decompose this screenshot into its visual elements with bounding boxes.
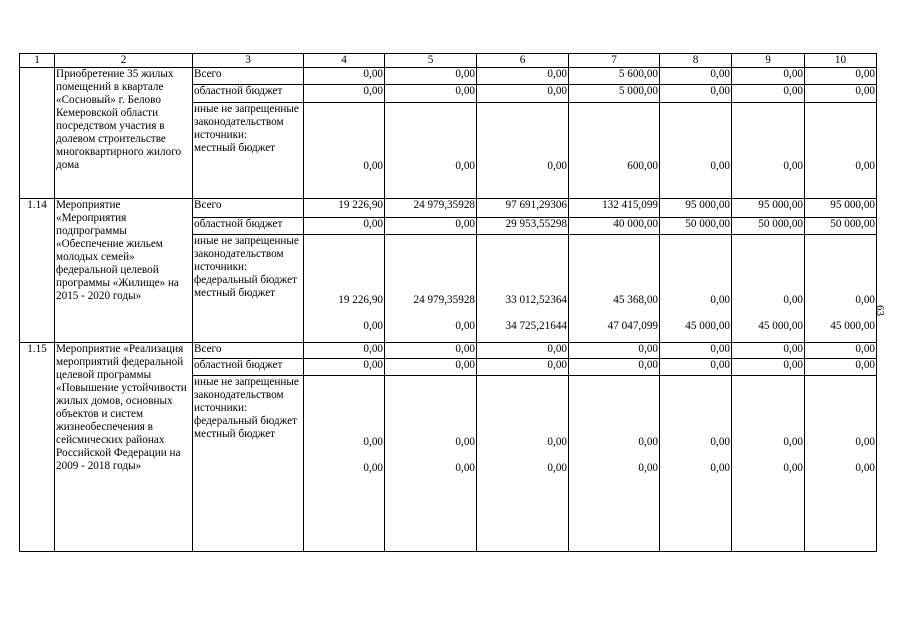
mest-value: 600,00 <box>627 160 658 172</box>
header-cell: 5 <box>385 54 477 68</box>
value-stack <box>304 235 385 343</box>
value-stack <box>477 376 569 552</box>
inye-label: иные не запрещенные законодательством источники: <box>194 103 299 141</box>
value-cell: 0,00 <box>805 359 877 376</box>
value-cell: 0,00 <box>477 85 569 103</box>
value-cell: 5 600,00 <box>569 68 660 85</box>
value-stack <box>805 235 877 343</box>
section-title: Мероприятие «Реализация мероприятий федеральной целевой программы «Повышение устойчивости жилых домов, основных объектов и систем жизнеобеспечения в сейсмических районах Российской Федерации на 2009 - 2018 годы» <box>55 343 193 552</box>
value-cell: 0,00 <box>385 359 477 376</box>
value-cell: 97 691,29306 <box>477 199 569 218</box>
mest-value: 0,00 <box>547 462 567 474</box>
value-cell: 0,00 <box>805 68 877 85</box>
value-cell: 95 000,00 <box>805 199 877 218</box>
value-stack <box>660 376 732 552</box>
mest-label: местный бюджет <box>194 287 276 299</box>
header-cell: 4 <box>304 54 385 68</box>
header-cell: 3 <box>193 54 304 68</box>
value-stack <box>304 376 385 552</box>
source-label: Всего <box>193 343 304 359</box>
header-row <box>20 54 877 68</box>
value-cell: 40 000,00 <box>569 218 660 235</box>
vsego-row <box>20 199 877 218</box>
mest-value: 0,00 <box>455 320 475 332</box>
fed-value: 0,00 <box>783 436 803 448</box>
section-number: 1.14 <box>20 199 55 343</box>
value-stack <box>805 103 877 199</box>
inye-label: иные не запрещенные законодательством источники: <box>194 235 299 273</box>
source-label: областной бюджет <box>193 218 304 235</box>
source-label: Всего <box>193 199 304 218</box>
fed-label: федеральный бюджет <box>194 415 297 427</box>
mest-value: 0,00 <box>638 462 658 474</box>
value-stack <box>732 103 805 199</box>
mest-value: 45 000,00 <box>685 320 730 332</box>
value-cell: 0,00 <box>569 343 660 359</box>
header-cell: 7 <box>569 54 660 68</box>
mest-label: местный бюджет <box>194 428 276 440</box>
value-cell: 0,00 <box>304 343 385 359</box>
header-cell: 1 <box>20 54 55 68</box>
value-cell: 24 979,35928 <box>385 199 477 218</box>
value-cell: 0,00 <box>660 343 732 359</box>
value-cell: 0,00 <box>477 68 569 85</box>
inye-label: иные не запрещенные законодательством источники: <box>194 376 299 414</box>
value-cell: 0,00 <box>805 85 877 103</box>
value-cell: 50 000,00 <box>732 218 805 235</box>
value-cell: 0,00 <box>732 68 805 85</box>
value-stack <box>660 103 732 199</box>
header-cell: 2 <box>55 54 193 68</box>
value-cell: 5 000,00 <box>569 85 660 103</box>
mest-value: 0,00 <box>455 462 475 474</box>
vsego-row <box>20 343 877 359</box>
value-cell: 0,00 <box>569 359 660 376</box>
section-title: Приобретение 35 жилых помещений в квартале «Сосновый» г. Белово Кемеровской области посредством участия в долевом строительстве многоквартирного жилого дома <box>55 68 193 199</box>
mest-value: 45 000,00 <box>758 320 803 332</box>
value-cell: 0,00 <box>805 343 877 359</box>
source-label: областной бюджет <box>193 359 304 376</box>
value-cell: 0,00 <box>304 218 385 235</box>
fed-value: 0,00 <box>855 294 875 306</box>
value-stack <box>569 103 660 199</box>
other-sources-cell <box>193 376 304 552</box>
value-cell: 50 000,00 <box>805 218 877 235</box>
mest-value: 0,00 <box>363 320 383 332</box>
value-cell: 0,00 <box>732 359 805 376</box>
mest-value: 34 725,21644 <box>505 320 567 332</box>
fed-value: 0,00 <box>710 294 730 306</box>
header-cell: 9 <box>732 54 805 68</box>
value-cell: 95 000,00 <box>660 199 732 218</box>
mest-value: 0,00 <box>855 462 875 474</box>
value-stack <box>385 235 477 343</box>
mest-value: 0,00 <box>710 462 730 474</box>
fed-value: 0,00 <box>455 436 475 448</box>
fed-label: федеральный бюджет <box>194 274 297 286</box>
value-cell: 0,00 <box>304 359 385 376</box>
value-stack <box>385 103 477 199</box>
source-label: областной бюджет <box>193 85 304 103</box>
fed-value: 19 226,90 <box>338 294 383 306</box>
section-title: Мероприятие «Мероприятия подпрограммы «Обеспечение жильем молодых семей» федеральной целевой программы «Жилище» на 2015 - 2020 годы» <box>55 199 193 343</box>
mest-value: 0,00 <box>363 462 383 474</box>
value-cell: 95 000,00 <box>732 199 805 218</box>
fed-value: 0,00 <box>638 436 658 448</box>
value-cell: 0,00 <box>660 68 732 85</box>
header-cell: 10 <box>805 54 877 68</box>
budget-table <box>19 53 877 552</box>
value-cell: 0,00 <box>385 218 477 235</box>
fed-value: 33 012,52364 <box>505 294 567 306</box>
mest-value: 0,00 <box>710 160 730 172</box>
value-cell: 29 953,55298 <box>477 218 569 235</box>
value-cell: 0,00 <box>385 85 477 103</box>
value-cell: 0,00 <box>304 85 385 103</box>
value-stack <box>732 376 805 552</box>
value-cell: 132 415,099 <box>569 199 660 218</box>
other-sources-cell <box>193 103 304 199</box>
source-label: Всего <box>193 68 304 85</box>
value-cell: 0,00 <box>477 343 569 359</box>
value-stack <box>569 235 660 343</box>
value-cell: 0,00 <box>304 68 385 85</box>
mest-value: 0,00 <box>783 160 803 172</box>
value-stack <box>732 235 805 343</box>
value-stack <box>477 235 569 343</box>
value-cell: 19 226,90 <box>304 199 385 218</box>
mest-value: 47 047,099 <box>607 320 658 332</box>
vsego-row <box>20 68 877 85</box>
value-cell: 0,00 <box>732 85 805 103</box>
value-cell: 0,00 <box>660 359 732 376</box>
fed-value: 24 979,35928 <box>413 294 475 306</box>
value-stack <box>569 376 660 552</box>
section-number <box>20 68 55 199</box>
mest-value: 0,00 <box>855 160 875 172</box>
value-stack <box>660 235 732 343</box>
value-cell: 50 000,00 <box>660 218 732 235</box>
fed-value: 0,00 <box>710 436 730 448</box>
fed-value: 0,00 <box>783 294 803 306</box>
mest-value: 45 000,00 <box>830 320 875 332</box>
fed-value: 45 368,00 <box>613 294 658 306</box>
value-stack <box>385 376 477 552</box>
value-cell: 0,00 <box>660 85 732 103</box>
mest-value: 0,00 <box>547 160 567 172</box>
mest-label: местный бюджет <box>194 142 276 154</box>
section-number: 1.15 <box>20 343 55 552</box>
fed-value: 0,00 <box>547 436 567 448</box>
other-sources-cell <box>193 235 304 343</box>
value-cell: 0,00 <box>732 343 805 359</box>
value-stack <box>477 103 569 199</box>
mest-value: 0,00 <box>363 160 383 172</box>
fed-value: 0,00 <box>855 436 875 448</box>
mest-value: 0,00 <box>455 160 475 172</box>
mest-value: 0,00 <box>783 462 803 474</box>
value-stack <box>805 376 877 552</box>
fed-value: 0,00 <box>363 436 383 448</box>
value-cell: 0,00 <box>477 359 569 376</box>
value-cell: 0,00 <box>385 343 477 359</box>
header-cell: 8 <box>660 54 732 68</box>
header-cell: 6 <box>477 54 569 68</box>
value-stack <box>304 103 385 199</box>
page-number: 63 <box>874 305 886 316</box>
value-cell: 0,00 <box>385 68 477 85</box>
